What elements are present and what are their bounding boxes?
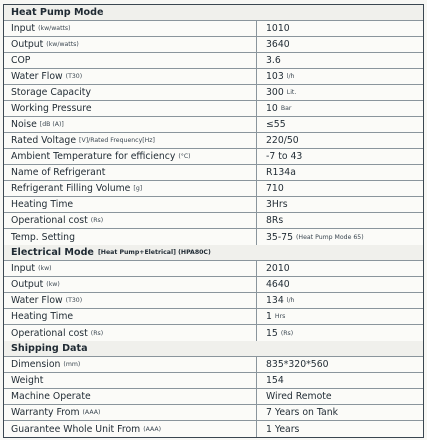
spec-value-unit: Hrs	[274, 313, 286, 320]
spec-value-text: 3640	[266, 39, 290, 50]
spec-label-text: Warranty From	[11, 407, 80, 418]
section-title: Heat Pump Mode	[11, 7, 104, 18]
spec-label-text: Weight	[11, 375, 44, 386]
spec-label-text: Rated Voltage	[11, 135, 77, 146]
table-row	[4, 37, 423, 53]
spec-value-unit: (Rs)	[280, 329, 294, 337]
spec-value-text: R134a	[266, 167, 296, 178]
table-row	[4, 149, 423, 165]
spec-label-text: Storage Capacity	[11, 87, 91, 98]
spec-value	[257, 149, 423, 164]
spec-label	[4, 293, 257, 308]
table-row	[4, 277, 423, 293]
spec-value-text: 300	[266, 87, 284, 98]
shipping-rows	[4, 357, 423, 437]
spec-label	[4, 389, 257, 404]
spec-label-unit: [V]/Rated Frequency[Hz]	[79, 137, 155, 144]
table-row	[4, 229, 423, 245]
spec-label-unit: (kw)	[46, 281, 60, 288]
spec-value	[257, 21, 423, 36]
spec-value-text: -7 to 43	[266, 151, 303, 162]
spec-label	[4, 309, 257, 324]
section-electrical-mode	[4, 245, 423, 261]
spec-value	[257, 261, 423, 276]
spec-label-text: Guarantee Whole Unit From	[11, 423, 141, 435]
spec-value-text: Wired Remote	[266, 391, 332, 402]
table-row	[4, 373, 423, 389]
spec-value	[257, 53, 423, 68]
spec-label	[4, 421, 257, 437]
spec-value-text: 154	[266, 375, 284, 386]
spec-value-unit: Lit.	[286, 89, 297, 96]
spec-label-text: Heating Time	[11, 199, 74, 210]
spec-value	[257, 229, 423, 245]
table-row	[4, 165, 423, 181]
spec-label-unit: (T30)	[65, 297, 83, 304]
spec-value-text: 3.6	[266, 55, 281, 66]
spec-label-unit: (kw/watts)	[46, 41, 79, 48]
section-heat-pump-mode	[4, 5, 423, 21]
spec-label	[4, 69, 257, 84]
spec-value-text: ≤55	[266, 119, 286, 130]
spec-label-text: Output	[11, 39, 44, 50]
heat-pump-rows	[4, 21, 423, 245]
table-row	[4, 421, 423, 437]
spec-value	[257, 357, 423, 372]
spec-label-unit: (AAA)	[143, 425, 162, 433]
spec-label-unit: (mm)	[63, 361, 81, 368]
spec-label-text: Input	[11, 23, 36, 34]
spec-label	[4, 21, 257, 36]
spec-value-text: 710	[266, 183, 284, 194]
spec-value-unit: Bar	[280, 105, 292, 112]
spec-value	[257, 421, 423, 437]
spec-value	[257, 389, 423, 404]
table-row	[4, 21, 423, 37]
spec-label-text: Input	[11, 263, 36, 274]
spec-label	[4, 53, 257, 68]
table-row	[4, 197, 423, 213]
table-row	[4, 309, 423, 325]
spec-value-text: 2010	[266, 263, 290, 274]
spec-value-text: 8Rs	[266, 215, 284, 226]
table-row	[4, 389, 423, 405]
spec-label	[4, 149, 257, 164]
spec-label	[4, 325, 257, 341]
spec-value-text: 1	[266, 311, 272, 322]
spec-value	[257, 181, 423, 196]
spec-value-unit: l/h	[286, 297, 295, 304]
spec-value-text: 4640	[266, 279, 290, 290]
spec-label	[4, 405, 257, 420]
table-row	[4, 85, 423, 101]
spec-label-text: Noise	[11, 119, 37, 130]
section-shipping-data	[4, 341, 423, 357]
spec-label-text: Ambient Temperature for efficiency	[11, 151, 176, 162]
spec-label-unit: [dB (A)]	[39, 121, 64, 128]
spec-label-unit: (Rs)	[90, 217, 104, 224]
spec-label	[4, 181, 257, 196]
spec-value	[257, 293, 423, 308]
spec-value-text: 15	[266, 327, 278, 339]
table-row	[4, 213, 423, 229]
table-row	[4, 133, 423, 149]
spec-value-text: 103	[266, 71, 284, 82]
spec-label-text: Working Pressure	[11, 103, 92, 114]
spec-label	[4, 261, 257, 276]
spec-label	[4, 357, 257, 372]
spec-label-unit: [g]	[133, 185, 143, 192]
spec-label-text: Operational cost	[11, 327, 88, 339]
spec-label	[4, 197, 257, 212]
table-row	[4, 405, 423, 421]
spec-label-text: Output	[11, 279, 44, 290]
spec-label	[4, 373, 257, 388]
table-row	[4, 181, 423, 197]
spec-label-text: Refrigerant Filling Volume	[11, 183, 131, 194]
table-row	[4, 261, 423, 277]
spec-label	[4, 85, 257, 100]
spec-label-unit: (Rs)	[90, 329, 104, 337]
spec-label	[4, 229, 257, 245]
spec-value-text: 134	[266, 295, 284, 306]
spec-label	[4, 165, 257, 180]
spec-value	[257, 277, 423, 292]
spec-label-unit: (°C)	[178, 153, 191, 160]
spec-value	[257, 101, 423, 116]
spec-label-text: Name of Refrigerant	[11, 167, 106, 178]
table-row	[4, 293, 423, 309]
spec-label-unit: (kw)	[38, 265, 52, 272]
table-row	[4, 117, 423, 133]
table-row	[4, 357, 423, 373]
electrical-rows	[4, 261, 423, 341]
spec-value	[257, 213, 423, 228]
spec-label	[4, 37, 257, 52]
section-subtitle: [Heat Pump+Eletrical] (HPA80C)	[97, 249, 211, 256]
section-title: Shipping Data	[11, 343, 88, 354]
spec-label	[4, 117, 257, 132]
spec-label-unit: (AAA)	[82, 409, 101, 416]
spec-value-text: 1 Years	[266, 423, 300, 435]
spec-value	[257, 37, 423, 52]
spec-label	[4, 101, 257, 116]
section-title	[4, 245, 423, 260]
spec-value	[257, 309, 423, 324]
spec-label-text: Water Flow	[11, 295, 63, 306]
spec-label	[4, 133, 257, 148]
spec-label	[4, 213, 257, 228]
spec-value	[257, 69, 423, 84]
spec-value	[257, 405, 423, 420]
spec-label-text: Operational cost	[11, 215, 88, 226]
spec-value-text: 7 Years on Tank	[266, 407, 338, 418]
spec-value-unit: (Heat Pump Mode 65)	[296, 233, 364, 241]
spec-value-text: 3Hrs	[266, 199, 288, 210]
spec-label-text: Water Flow	[11, 71, 63, 82]
spec-value	[257, 197, 423, 212]
section-title-text: Electrical Mode	[11, 247, 94, 258]
spec-value	[257, 85, 423, 100]
spec-label-text: Temp. Setting	[11, 231, 75, 243]
spec-value-text: 220/50	[266, 135, 299, 146]
spec-label-text: COP	[11, 55, 31, 66]
spec-table	[3, 4, 424, 438]
spec-value-text: 10	[266, 103, 278, 114]
table-row	[4, 69, 423, 85]
spec-value	[257, 117, 423, 132]
spec-label-text: Heating Time	[11, 311, 74, 322]
spec-value-unit: l/h	[286, 73, 295, 80]
spec-value	[257, 373, 423, 388]
spec-value-text: 835*320*560	[266, 359, 329, 370]
spec-value	[257, 325, 423, 341]
spec-value-text: 35-75	[266, 231, 294, 243]
spec-label	[4, 277, 257, 292]
spec-label-unit: (T30)	[65, 73, 83, 80]
spec-value-text: 1010	[266, 23, 290, 34]
spec-label-text: Machine Operate	[11, 391, 91, 402]
table-row	[4, 53, 423, 69]
spec-label-text: Dimension	[11, 359, 61, 370]
table-row	[4, 101, 423, 117]
table-row	[4, 325, 423, 341]
spec-label-unit: (kw/watts)	[38, 25, 71, 32]
spec-value	[257, 133, 423, 148]
spec-value	[257, 165, 423, 180]
